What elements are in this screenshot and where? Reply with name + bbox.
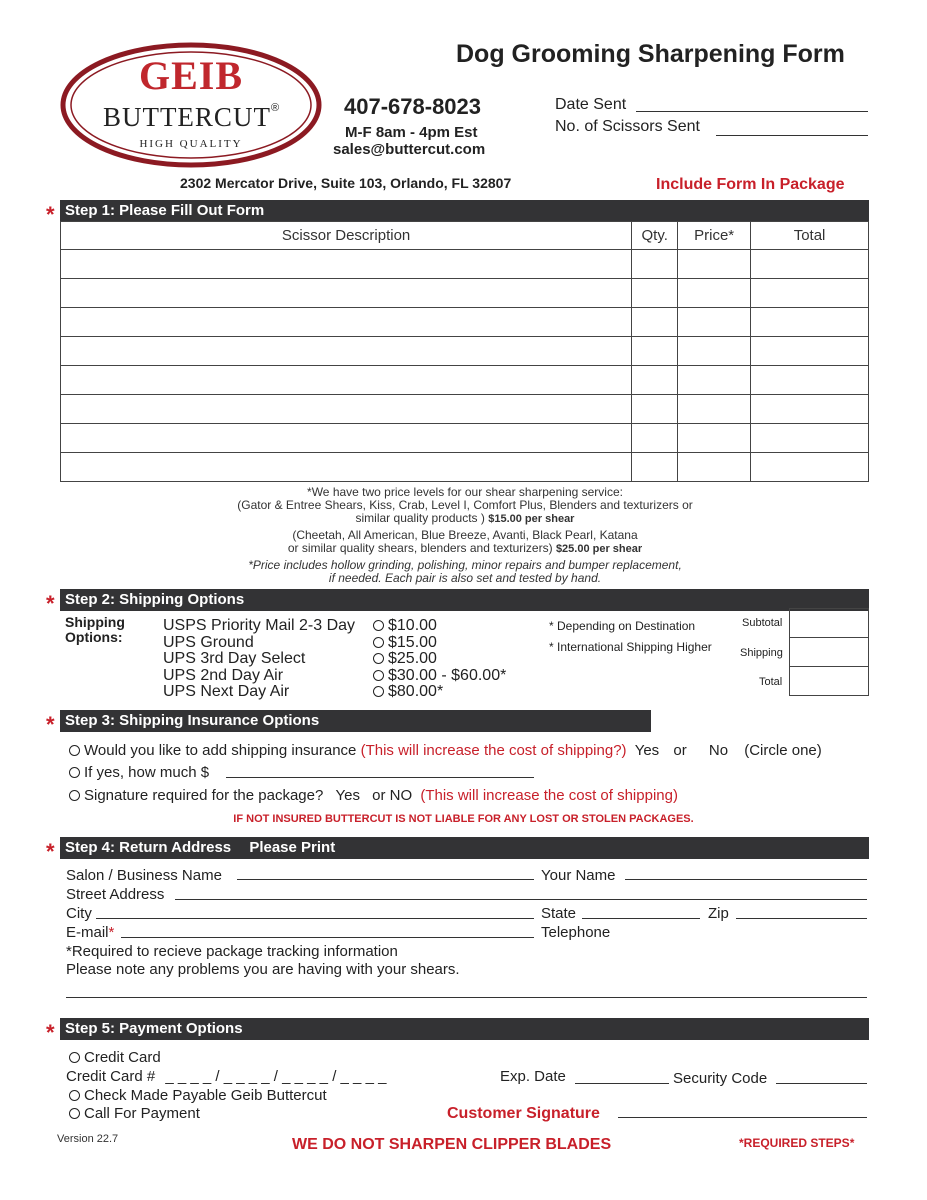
radio-circle-icon[interactable] [69,767,80,778]
shipping-option-price: $30.00 - $60.00* [388,666,507,684]
price-note-3a: (Cheetah, All American, Blue Breeze, Avanti, Black Pearl, Katana [292,528,638,542]
insurance-yes-option[interactable]: Yes [634,742,660,759]
credit-card-option [69,1049,161,1066]
shipping-option-name: UPS 3rd Day Select [163,650,306,667]
shipping-option-name: UPS 2nd Day Air [163,666,284,684]
check-option [69,1087,327,1104]
column-header: Scissor Description [61,222,632,250]
radio-circle-icon[interactable] [373,670,384,681]
card-digits-group[interactable]: _ _ _ _ [223,1068,270,1085]
call-label: Call For Payment [84,1105,200,1122]
insurance-q1-text: Would you like to add shipping insurance [84,742,357,759]
email-field[interactable] [121,924,534,938]
price-cell[interactable] [678,366,751,395]
shipping-note-2: * International Shipping Higher [549,640,712,654]
company-address: 2302 Mercator Drive, Suite 103, Orlando, FL 32807 [180,175,512,191]
qty-cell[interactable] [632,453,678,482]
card-digits-group[interactable]: _ _ _ _ [165,1068,212,1085]
description-cell[interactable] [61,279,632,308]
shipping-option-choice[interactable] [373,684,443,700]
logo-main [60,102,322,133]
description-cell[interactable] [61,250,632,279]
step3-header: Step 3: Shipping Insurance Options [60,710,651,732]
price-note-2b: similar quality products ) [355,511,485,525]
email-label-text: E-mail [66,924,109,941]
price-cell[interactable] [678,250,751,279]
step2-header: Step 2: Shipping Options [60,589,869,611]
description-cell[interactable] [61,308,632,337]
street-address-label: Street Address [66,886,165,903]
price-note-4a: *Price includes hollow grinding, polishing, minor repairs and bumper replacement, [248,558,682,572]
date-sent-field[interactable] [636,96,868,112]
circle-one-note: (Circle one) [744,742,822,759]
price-level-1: $15.00 per shear [488,513,575,525]
your-name-field[interactable] [625,866,867,880]
scissor-table [60,221,869,482]
business-hours: M-F 8am - 4pm Est [345,124,478,141]
column-header: Qty. [632,222,678,250]
form-title: Dog Grooming Sharpening Form [456,40,845,68]
signature-question [69,787,678,804]
shipping-option-name: USPS Priority Mail 2-3 Day [163,617,356,634]
check-label: Check Made Payable Geib Buttercut [84,1087,327,1104]
subtotal-label: Subtotal [742,617,783,629]
logo-top-text: GEIB [138,53,244,98]
radio-circle-icon[interactable] [373,686,384,697]
shipping-options-label-2: Options: [65,629,123,645]
state-field[interactable] [582,905,700,919]
salon-name-label: Salon / Business Name [66,867,222,884]
total-label: Total [759,676,783,688]
price-note-2b-line [160,512,770,526]
price-cell[interactable] [678,395,751,424]
radio-circle-icon[interactable] [69,790,80,801]
total-cell[interactable] [751,366,869,395]
price-note-4b: if needed. Each pair is also set and tested by hand. [328,571,602,585]
price-level-2: $25.00 per shear [555,543,643,555]
exp-date-label: Exp. Date [500,1068,566,1085]
shipping-option[interactable] [163,668,543,685]
shipping-option-choice[interactable] [373,668,506,684]
table-row [61,308,869,337]
qty-cell[interactable] [632,395,678,424]
credit-card-label: Credit Card [84,1049,161,1066]
description-cell[interactable] [61,395,632,424]
scissors-sent-label: No. of Scissors Sent [555,118,700,135]
radio-circle-icon[interactable] [69,1052,80,1063]
price-cell[interactable] [678,453,751,482]
security-code-label: Security Code [673,1070,768,1087]
date-sent-label: Date Sent [555,96,627,113]
insurance-question-1 [69,742,822,759]
radio-circle-icon[interactable] [373,620,384,631]
your-name-label: Your Name [541,867,616,884]
signature-q-text: Signature required for the package? [84,787,324,804]
card-digits-group[interactable]: _ _ _ _ [340,1068,387,1085]
total-cell[interactable] [751,279,869,308]
total-cell[interactable] [751,453,869,482]
problems-field[interactable] [66,983,867,998]
shipping-option-price: $25.00 [388,650,437,667]
shipping-option-name: UPS Next Day Air [163,683,290,700]
signature-yes-option[interactable]: Yes [335,787,360,804]
card-digits-group[interactable]: _ _ _ _ [282,1068,329,1085]
description-cell[interactable] [61,337,632,366]
phone-number: 407-678-8023 [344,94,482,119]
shipping-option-price: $80.00* [388,683,444,700]
total-cell[interactable] [751,395,869,424]
required-star: * [46,839,55,864]
city-field[interactable] [96,905,534,919]
table-row [61,337,869,366]
total-cell[interactable] [751,424,869,453]
step4-title: Step 4: Return Address [65,839,232,856]
required-star: * [46,712,55,737]
shipping-option-price: $15.00 [388,633,437,651]
insurance-question-2 [69,764,209,781]
price-note-1: *We have two price levels for our shear sharpening service: [307,485,623,499]
zip-field[interactable] [736,905,867,919]
table-header-row [61,222,869,250]
email-label [66,924,114,941]
signature-or: or [372,787,386,804]
price-cell[interactable] [678,424,751,453]
table-row [61,395,869,424]
price-note-3b: or similar quality shears, blenders and texturizers) [287,541,553,555]
table-row [61,424,869,453]
shipping-option[interactable] [163,618,543,635]
shipping-option-name: UPS Ground [163,633,254,651]
telephone-label: Telephone [541,924,611,941]
company-logo [60,42,322,168]
description-cell[interactable] [61,453,632,482]
logo-sub-text: HIGH QUALITY [139,138,243,150]
customer-signature-field[interactable] [618,1104,867,1118]
radio-circle-icon[interactable] [373,653,384,664]
shipping-total-label: Shipping [740,647,783,659]
table-row [61,250,869,279]
shipping-option[interactable] [163,635,543,652]
qty-cell[interactable] [632,337,678,366]
tracking-required-note: *Required to recieve package tracking information [66,943,398,960]
radio-circle-icon[interactable] [69,1090,80,1101]
shipping-box[interactable] [789,637,869,667]
required-star: * [46,1020,55,1045]
security-code-field[interactable] [776,1070,867,1084]
signature-no-option[interactable]: NO [389,787,413,804]
total-box[interactable] [789,666,869,696]
credit-card-number-label: Credit Card # [66,1068,156,1085]
shipping-options-list [163,618,543,701]
required-star: * [46,202,55,227]
exp-date-field[interactable] [575,1070,669,1084]
credit-card-number-row: Credit Card # _ _ _ _ / _ _ _ _ / _ _ _ _ / _ _ _ _ [66,1068,387,1085]
total-cell[interactable] [751,308,869,337]
salon-name-field[interactable] [237,866,534,880]
radio-circle-icon[interactable] [69,1108,80,1119]
insurance-or: or [673,742,687,759]
shipping-option[interactable] [163,651,543,668]
table-row [61,279,869,308]
shipping-option[interactable] [163,684,543,701]
radio-circle-icon[interactable] [373,637,384,648]
insurance-q1-warning: (This will increase the cost of shipping?) [360,742,627,759]
radio-circle-icon[interactable] [69,745,80,756]
price-cell[interactable] [678,337,751,366]
step5-header: Step 5: Payment Options [60,1018,869,1040]
price-note-3b-line [160,542,770,556]
subtotal-box[interactable] [789,608,869,638]
shipping-options-label-1: Shipping [65,614,125,630]
street-address-field[interactable] [175,886,867,900]
qty-cell[interactable] [632,308,678,337]
insurance-no-option[interactable]: No [708,742,729,759]
shipping-option-choice[interactable] [373,635,437,651]
shipping-note-1: * Depending on Destination [549,619,696,633]
step4-header [60,837,869,859]
qty-cell[interactable] [632,279,678,308]
qty-cell[interactable] [632,250,678,279]
required-star: * [46,591,55,616]
scissors-sent-field[interactable] [716,120,868,136]
signature-warning: (This will increase the cost of shipping) [420,787,678,804]
column-header: Price* [678,222,751,250]
shipping-option-choice[interactable] [373,618,437,634]
customer-signature-label: Customer Signature [447,1105,600,1122]
contact-email: sales@buttercut.com [333,141,486,158]
clipper-blades-notice: WE DO NOT SHARPEN CLIPPER BLADES [292,1136,612,1153]
price-cell[interactable] [678,279,751,308]
price-note-2a: (Gator & Entree Shears, Kiss, Crab, Level I, Comfort Plus, Blenders and texturizers or [237,498,693,512]
version-label: Version 22.7 [57,1133,119,1145]
step4-subtitle: Please Print [249,839,336,856]
price-cell[interactable] [678,308,751,337]
shipping-option-choice[interactable] [373,651,437,667]
include-form-note: Include Form In Package [656,176,845,193]
column-header: Total [751,222,869,250]
state-label: State [541,905,577,922]
zip-label: Zip [708,905,729,922]
step1-header: Step 1: Please Fill Out Form [60,200,869,222]
required-steps-note: *REQUIRED STEPS* [739,1136,855,1150]
total-cell[interactable] [751,337,869,366]
description-cell[interactable] [61,366,632,395]
price-notes [160,486,770,585]
qty-cell[interactable] [632,424,678,453]
description-cell[interactable] [61,424,632,453]
insurance-liability-warning: IF NOT INSURED BUTTERCUT IS NOT LIABLE FOR ANY LOST OR STOLEN PACKAGES. [233,813,694,825]
total-cell[interactable] [751,250,869,279]
qty-cell[interactable] [632,366,678,395]
logo-registered-mark: ® [270,102,280,114]
insurance-amount-field[interactable] [226,763,534,778]
insurance-amount-label: If yes, how much $ [84,764,210,781]
email-required-star: * [108,924,115,941]
city-label: City [66,905,92,922]
shipping-option-price: $10.00 [388,617,437,634]
table-row [61,366,869,395]
table-body [61,250,869,482]
problems-note: Please note any problems you are having with your shears. [66,961,460,978]
logo-main-text: BUTTERCUT [102,102,271,132]
table-row [61,453,869,482]
call-option [69,1105,200,1122]
